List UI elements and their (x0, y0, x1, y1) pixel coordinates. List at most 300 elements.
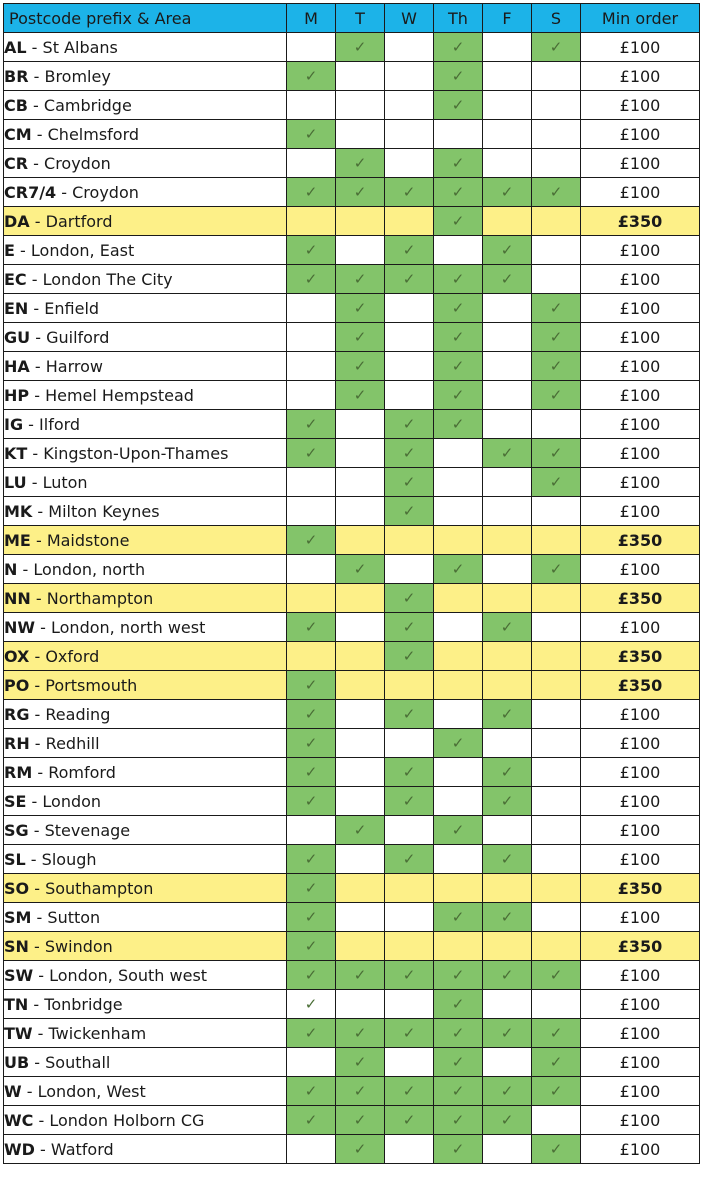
day-cell (385, 932, 434, 961)
day-cell (532, 729, 581, 758)
day-cell (336, 932, 385, 961)
table-row (4, 439, 700, 468)
table-row (4, 294, 700, 323)
separator: - (26, 37, 43, 57)
day-cell (287, 91, 336, 120)
day-cell (336, 845, 385, 874)
postcode-prefix: N (4, 559, 18, 579)
postcode-prefix: SO (4, 878, 30, 898)
table-row (4, 584, 700, 613)
checkmark-icon: ✓ (402, 1024, 416, 1042)
min-order-cell: £100 (581, 961, 700, 990)
min-order-cell: £100 (581, 33, 700, 62)
separator: - (30, 588, 47, 608)
checkmark-icon: ✓ (304, 444, 318, 462)
day-cell (532, 352, 581, 381)
day-cell (385, 816, 434, 845)
separator: - (29, 646, 46, 666)
day-cell (483, 961, 532, 990)
day-cell (336, 1019, 385, 1048)
day-cell (434, 584, 483, 613)
separator: - (32, 501, 49, 521)
checkmark-icon: ✓ (451, 1024, 465, 1042)
table-row (4, 62, 700, 91)
area-name: Slough (41, 849, 97, 869)
checkmark-icon: ✓ (549, 386, 563, 404)
area-name: London, East (30, 240, 135, 260)
checkmark-icon: ✓ (402, 850, 416, 868)
day-cell (532, 178, 581, 207)
checkmark-icon: ✓ (402, 270, 416, 288)
checkmark-icon: ✓ (451, 328, 465, 346)
day-cell (336, 526, 385, 555)
checkmark-icon: ✓ (304, 676, 318, 694)
day-cell (385, 149, 434, 178)
day-cell (287, 787, 336, 816)
checkmark-icon: ✓ (304, 792, 318, 810)
day-cell (483, 265, 532, 294)
separator: - (29, 704, 46, 724)
day-cell (434, 497, 483, 526)
checkmark-icon: ✓ (304, 531, 318, 549)
day-cell (532, 1135, 581, 1164)
header-day-friday: F (483, 4, 532, 33)
area-cell (4, 1019, 287, 1048)
checkmark-icon: ✓ (402, 502, 416, 520)
checkmark-icon: ✓ (304, 966, 318, 984)
area-cell (4, 439, 287, 468)
checkmark-icon: ✓ (549, 444, 563, 462)
postcode-prefix: OX (4, 646, 30, 666)
day-cell (385, 236, 434, 265)
day-cell (385, 1135, 434, 1164)
table-row (4, 1135, 700, 1164)
separator: - (26, 269, 43, 289)
postcode-prefix: SN (4, 936, 29, 956)
checkmark-icon: ✓ (451, 38, 465, 56)
day-cell (434, 323, 483, 352)
day-cell (287, 1019, 336, 1048)
day-cell (336, 613, 385, 642)
day-cell (385, 323, 434, 352)
min-order-cell: £100 (581, 990, 700, 1019)
table-row (4, 700, 700, 729)
day-cell (483, 932, 532, 961)
area-name: Hemel Hempstead (45, 385, 194, 405)
day-cell (287, 178, 336, 207)
area-cell (4, 149, 287, 178)
checkmark-icon: ✓ (402, 763, 416, 781)
area-cell (4, 526, 287, 555)
day-cell (336, 1048, 385, 1077)
day-cell (483, 1106, 532, 1135)
day-cell (336, 178, 385, 207)
day-cell (434, 700, 483, 729)
day-cell (532, 903, 581, 932)
area-cell (4, 91, 287, 120)
day-cell (483, 62, 532, 91)
day-cell (287, 410, 336, 439)
day-cell (434, 671, 483, 700)
table-row (4, 410, 700, 439)
day-cell (385, 120, 434, 149)
day-cell (483, 526, 532, 555)
day-cell (287, 613, 336, 642)
area-cell (4, 874, 287, 903)
area-cell (4, 642, 287, 671)
min-order-cell: £350 (581, 642, 700, 671)
header-day-saturday: S (532, 4, 581, 33)
area-cell (4, 961, 287, 990)
day-cell (483, 120, 532, 149)
day-cell (434, 178, 483, 207)
day-cell (532, 265, 581, 294)
day-cell (385, 410, 434, 439)
table-row (4, 816, 700, 845)
area-name: Guilford (46, 327, 110, 347)
day-cell (336, 990, 385, 1019)
day-cell (532, 439, 581, 468)
area-cell (4, 845, 287, 874)
postcode-prefix: AL (4, 37, 27, 57)
day-cell (434, 1048, 483, 1077)
postcode-prefix: LU (4, 472, 27, 492)
table-row (4, 236, 700, 265)
day-cell (336, 642, 385, 671)
day-cell (287, 149, 336, 178)
area-name: Redhill (45, 733, 100, 753)
min-order-cell: £100 (581, 497, 700, 526)
postcode-prefix: WC (4, 1110, 34, 1130)
day-cell (483, 903, 532, 932)
day-cell (532, 410, 581, 439)
table-row (4, 787, 700, 816)
day-cell (385, 990, 434, 1019)
day-cell (483, 642, 532, 671)
checkmark-icon: ✓ (451, 1111, 465, 1129)
day-cell (434, 816, 483, 845)
area-cell (4, 1048, 287, 1077)
postcode-prefix: HA (4, 356, 30, 376)
min-order-cell: £350 (581, 207, 700, 236)
separator: - (32, 762, 49, 782)
area-name: Portsmouth (45, 675, 138, 695)
checkmark-icon: ✓ (500, 1082, 514, 1100)
postcode-prefix: NN (4, 588, 31, 608)
day-cell (532, 990, 581, 1019)
min-order-cell: £350 (581, 584, 700, 613)
checkmark-icon: ✓ (402, 647, 416, 665)
area-cell (4, 700, 287, 729)
checkmark-icon: ✓ (353, 328, 367, 346)
separator: - (29, 675, 46, 695)
day-cell (434, 1019, 483, 1048)
day-cell (483, 33, 532, 62)
checkmark-icon: ✓ (451, 1140, 465, 1158)
checkmark-icon: ✓ (549, 1024, 563, 1042)
area-cell (4, 787, 287, 816)
area-name: Enfield (44, 298, 100, 318)
area-name: London (42, 791, 102, 811)
min-order-cell: £100 (581, 555, 700, 584)
checkmark-icon: ✓ (402, 473, 416, 491)
day-cell (287, 439, 336, 468)
area-cell (4, 294, 287, 323)
checkmark-icon: ✓ (549, 1053, 563, 1071)
checkmark-icon: ✓ (500, 908, 514, 926)
day-cell (385, 468, 434, 497)
day-cell (532, 816, 581, 845)
day-cell (434, 468, 483, 497)
postcode-prefix: EC (4, 269, 27, 289)
separator: - (31, 907, 48, 927)
day-cell (483, 1019, 532, 1048)
checkmark-icon: ✓ (304, 270, 318, 288)
day-cell (336, 381, 385, 410)
table-row (4, 323, 700, 352)
day-cell (336, 729, 385, 758)
day-cell (287, 120, 336, 149)
postcode-prefix: MK (4, 501, 33, 521)
postcode-prefix: ME (4, 530, 31, 550)
day-cell (532, 613, 581, 642)
day-cell (434, 1077, 483, 1106)
day-cell (434, 845, 483, 874)
min-order-cell: £100 (581, 120, 700, 149)
area-cell (4, 120, 287, 149)
day-cell (287, 497, 336, 526)
day-cell (336, 1106, 385, 1135)
area-cell (4, 555, 287, 584)
checkmark-icon: ✓ (353, 386, 367, 404)
min-order-cell: £100 (581, 294, 700, 323)
area-cell (4, 352, 287, 381)
checkmark-icon: ✓ (451, 386, 465, 404)
checkmark-icon: ✓ (451, 734, 465, 752)
area-name: Swindon (44, 936, 113, 956)
min-order-cell: £100 (581, 381, 700, 410)
table-row (4, 381, 700, 410)
day-cell (336, 903, 385, 932)
day-cell (385, 294, 434, 323)
table-row (4, 671, 700, 700)
postcode-prefix: SW (4, 965, 34, 985)
day-cell (434, 410, 483, 439)
checkmark-icon: ✓ (402, 183, 416, 201)
separator: - (28, 298, 45, 318)
checkmark-icon: ✓ (402, 1111, 416, 1129)
checkmark-icon: ✓ (549, 183, 563, 201)
day-cell (483, 236, 532, 265)
area-cell (4, 1135, 287, 1164)
min-order-cell: £100 (581, 265, 700, 294)
checkmark-icon: ✓ (353, 38, 367, 56)
checkmark-icon: ✓ (451, 270, 465, 288)
area-cell (4, 903, 287, 932)
day-cell (385, 381, 434, 410)
min-order-cell: £100 (581, 1019, 700, 1048)
day-cell (336, 294, 385, 323)
day-cell (336, 236, 385, 265)
day-cell (483, 497, 532, 526)
header-day-tuesday: T (336, 4, 385, 33)
day-cell (336, 700, 385, 729)
checkmark-icon: ✓ (549, 560, 563, 578)
checkmark-icon: ✓ (353, 1053, 367, 1071)
day-cell (532, 758, 581, 787)
postcode-prefix: HP (4, 385, 30, 405)
area-name: Southampton (45, 878, 154, 898)
checkmark-icon: ✓ (353, 966, 367, 984)
day-cell (336, 961, 385, 990)
checkmark-icon: ✓ (402, 1082, 416, 1100)
day-cell (287, 236, 336, 265)
checkmark-icon: ✓ (500, 270, 514, 288)
table-row (4, 149, 700, 178)
header-day-wednesday: W (385, 4, 434, 33)
checkmark-icon: ✓ (353, 299, 367, 317)
day-cell (434, 729, 483, 758)
area-name: London The City (42, 269, 173, 289)
min-order-cell: £350 (581, 671, 700, 700)
checkmark-icon: ✓ (500, 444, 514, 462)
table-row (4, 903, 700, 932)
checkmark-icon: ✓ (353, 183, 367, 201)
day-cell (532, 149, 581, 178)
checkmark-icon: ✓ (402, 589, 416, 607)
day-cell (287, 584, 336, 613)
day-cell (336, 410, 385, 439)
separator: - (29, 385, 46, 405)
day-cell (287, 555, 336, 584)
separator: - (28, 66, 45, 86)
table-row (4, 1048, 700, 1077)
day-cell (483, 294, 532, 323)
day-cell (336, 120, 385, 149)
area-name: Watford (50, 1139, 114, 1159)
min-order-cell: £100 (581, 729, 700, 758)
min-order-cell: £100 (581, 410, 700, 439)
table-row (4, 468, 700, 497)
checkmark-icon: ✓ (451, 183, 465, 201)
day-cell (532, 33, 581, 62)
day-cell (336, 787, 385, 816)
postcode-prefix: SM (4, 907, 32, 927)
postcode-prefix: TN (4, 994, 29, 1014)
checkmark-icon: ✓ (451, 299, 465, 317)
checkmark-icon: ✓ (304, 415, 318, 433)
checkmark-icon: ✓ (304, 850, 318, 868)
day-cell (287, 903, 336, 932)
table-row (4, 91, 700, 120)
area-name: Oxford (45, 646, 100, 666)
day-cell (532, 207, 581, 236)
min-order-cell: £100 (581, 352, 700, 381)
day-cell (532, 961, 581, 990)
area-name: London, South west (49, 965, 208, 985)
day-cell (483, 91, 532, 120)
day-cell (385, 526, 434, 555)
checkmark-icon: ✓ (304, 908, 318, 926)
checkmark-icon: ✓ (451, 415, 465, 433)
day-cell (287, 700, 336, 729)
area-name: Luton (42, 472, 88, 492)
day-cell (434, 555, 483, 584)
area-name: London, West (37, 1081, 146, 1101)
checkmark-icon: ✓ (451, 560, 465, 578)
checkmark-icon: ✓ (500, 763, 514, 781)
day-cell (336, 91, 385, 120)
area-name: Bromley (44, 66, 111, 86)
day-cell (287, 323, 336, 352)
day-cell (434, 120, 483, 149)
postcode-prefix: KT (4, 443, 28, 463)
day-cell (287, 874, 336, 903)
day-cell (532, 468, 581, 497)
day-cell (287, 352, 336, 381)
postcode-prefix: E (4, 240, 15, 260)
day-cell (532, 381, 581, 410)
postcode-prefix: RH (4, 733, 30, 753)
day-cell (336, 265, 385, 294)
postcode-prefix: TW (4, 1023, 33, 1043)
day-cell (385, 1019, 434, 1048)
min-order-cell: £100 (581, 816, 700, 845)
day-cell (385, 903, 434, 932)
day-cell (287, 816, 336, 845)
postcode-prefix: BR (4, 66, 29, 86)
checkmark-icon: ✓ (451, 966, 465, 984)
separator: - (32, 1023, 49, 1043)
day-cell (532, 526, 581, 555)
day-cell (532, 642, 581, 671)
day-cell (434, 33, 483, 62)
day-cell (483, 758, 532, 787)
checkmark-icon: ✓ (402, 792, 416, 810)
checkmark-icon: ✓ (304, 1024, 318, 1042)
separator: - (29, 211, 46, 231)
day-cell (287, 671, 336, 700)
day-cell (434, 903, 483, 932)
area-cell (4, 468, 287, 497)
separator: - (14, 240, 31, 260)
day-cell (434, 1106, 483, 1135)
area-cell (4, 178, 287, 207)
day-cell (483, 613, 532, 642)
postcode-prefix: CM (4, 124, 32, 144)
day-cell (287, 33, 336, 62)
area-name: Dartford (45, 211, 113, 231)
day-cell (336, 816, 385, 845)
delivery-schedule-table (3, 3, 700, 1164)
separator: - (21, 1081, 38, 1101)
table-row (4, 265, 700, 294)
checkmark-icon: ✓ (500, 850, 514, 868)
day-cell (532, 497, 581, 526)
checkmark-icon: ✓ (549, 38, 563, 56)
day-cell (434, 207, 483, 236)
checkmark-icon: ✓ (451, 908, 465, 926)
day-cell (385, 642, 434, 671)
area-cell (4, 265, 287, 294)
area-name: Maidstone (46, 530, 130, 550)
table-row (4, 1019, 700, 1048)
table-row (4, 961, 700, 990)
area-cell (4, 816, 287, 845)
checkmark-icon: ✓ (304, 879, 318, 897)
day-cell (287, 990, 336, 1019)
postcode-prefix: CB (4, 95, 28, 115)
